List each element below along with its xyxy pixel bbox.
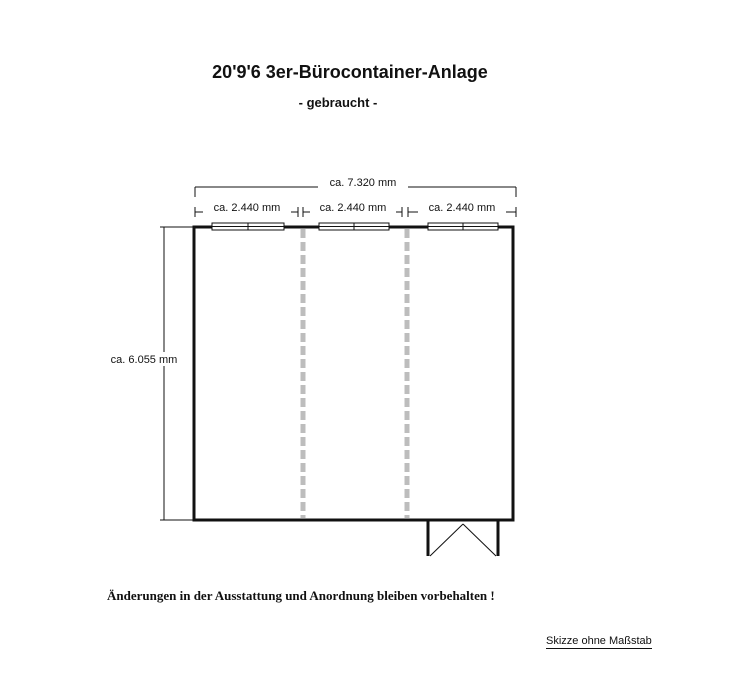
page-title: 20'9'6 3er-Bürocontainer-Anlage [212,62,488,82]
module-width-dimensions [195,201,516,217]
container-outline [194,227,513,520]
disclaimer-note: Änderungen in der Ausstattung und Anordnung bleiben vorbehalten ! [107,588,495,603]
window-2 [319,223,389,230]
total-width-dimension [195,176,516,197]
page-subtitle: - gebraucht - [298,95,378,110]
module-width-label-2: ca. 2.440 mm [319,202,387,214]
module-width-label-3: ca. 2.440 mm [428,202,496,214]
entrance-door [428,520,498,556]
window-3 [428,223,498,230]
depth-label: ca. 6.055 mm [110,354,178,366]
module-width-label-1: ca. 2.440 mm [213,202,281,214]
depth-dimension [102,227,194,520]
window-1 [212,223,284,230]
total-width-label: ca. 7.320 mm [329,177,397,189]
scale-note: Skizze ohne Maßstab [546,635,652,647]
